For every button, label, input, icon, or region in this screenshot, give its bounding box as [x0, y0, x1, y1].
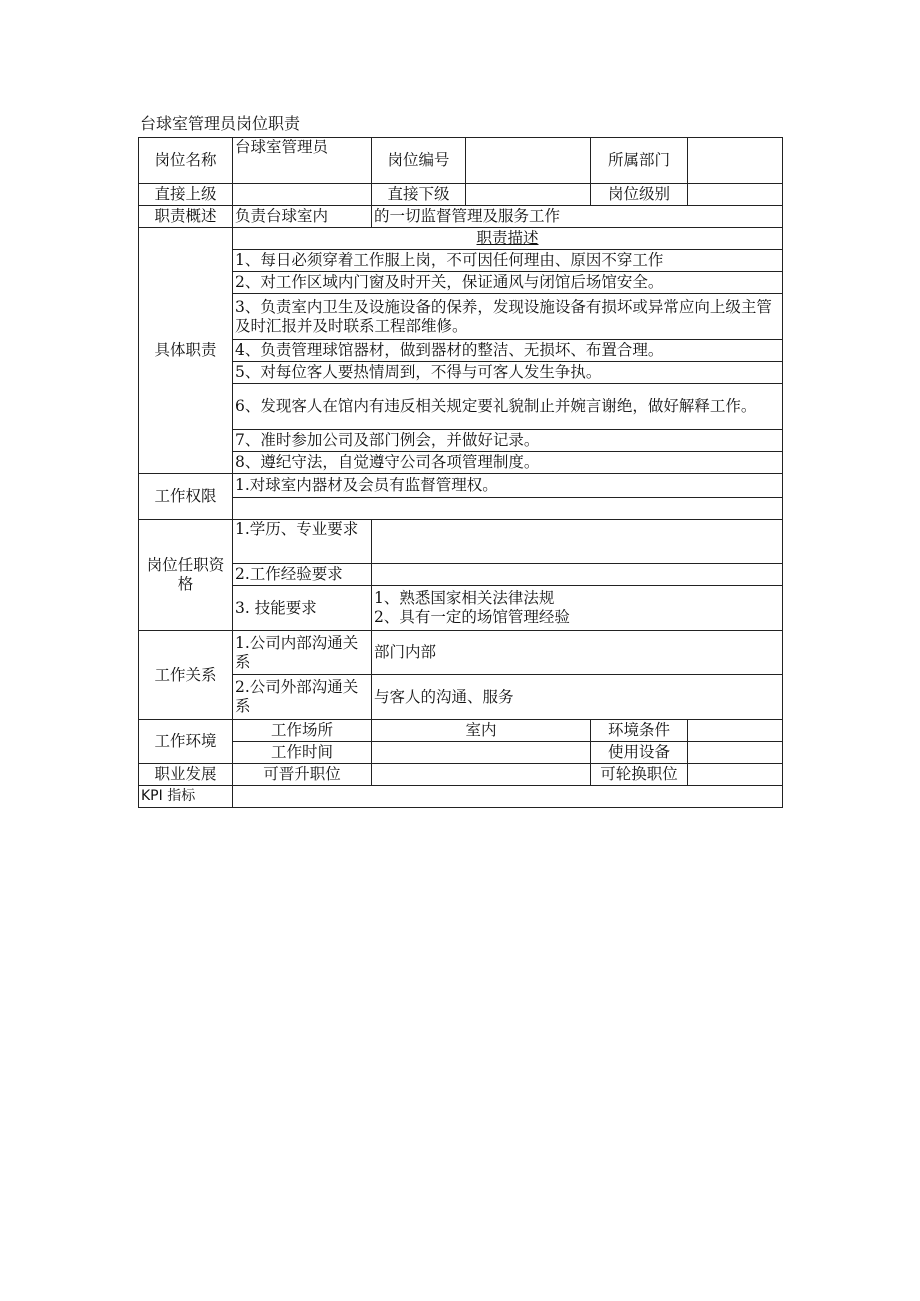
- experience-label: 2.工作经验要求: [233, 564, 372, 586]
- education-value: [372, 520, 783, 564]
- duty-item-3: 3、负责室内卫生及设施设备的保养，发现设施设备有损坏或异常应向上级主管及时汇报并及时联系工程部维修。: [233, 294, 783, 340]
- duty-item: [139, 430, 783, 452]
- relations-external-row: [139, 675, 783, 720]
- promotion-label: 可晋升职位: [233, 764, 372, 786]
- authority-item-2: [233, 498, 783, 520]
- row-basic-info: [139, 138, 783, 184]
- kpi-row: [139, 786, 783, 808]
- duty-item-8: 8、遵纪守法，自觉遵守公司各项管理制度。: [233, 452, 783, 474]
- work-time-value: [372, 742, 591, 764]
- kpi-label: KPI 指标: [139, 786, 233, 808]
- duty-item: [139, 250, 783, 272]
- duty-item: [139, 384, 783, 430]
- internal-relations-value: 部门内部: [372, 631, 783, 675]
- environment-place-row: [139, 720, 783, 742]
- position-name-label: 岗位名称: [139, 138, 233, 184]
- environment-time-row: [139, 742, 783, 764]
- skills-value: [372, 586, 783, 631]
- duties-header: 职责描述: [233, 228, 783, 250]
- environment-condition-label: 环境条件: [591, 720, 688, 742]
- subordinate-value: [466, 184, 591, 206]
- education-label: 1.学历、专业要求: [233, 520, 372, 564]
- job-description-table: [138, 137, 783, 808]
- experience-value: [372, 564, 783, 586]
- equipment-value: [688, 742, 783, 764]
- skills-item-2: 2、具有一定的场馆管理经验: [374, 608, 570, 626]
- superior-label: 直接上级: [139, 184, 233, 206]
- grade-label: 岗位级别: [591, 184, 688, 206]
- authority-item-1: 1.对球室内器材及会员有监督管理权。: [233, 474, 783, 498]
- duty-item: [139, 272, 783, 294]
- work-time-label: 工作时间: [233, 742, 372, 764]
- duty-item-6: 6、发现客人在馆内有违反相关规定要礼貌制止并婉言谢绝，做好解释工作。: [233, 384, 783, 430]
- environment-condition-value: [688, 720, 783, 742]
- internal-relations-label: 1.公司内部沟通关系: [233, 631, 372, 675]
- promotion-value: [372, 764, 591, 786]
- skills-label: 3. 技能要求: [233, 586, 372, 631]
- duty-item-5: 5、对每位客人要热情周到，不得与可客人发生争执。: [233, 362, 783, 384]
- relations-internal-row: [139, 631, 783, 675]
- summary-label: 职责概述: [139, 206, 233, 228]
- duty-item-4: 4、负责管理球馆器材，做到器材的整洁、无损坏、布置合理。: [233, 340, 783, 362]
- row-summary: [139, 206, 783, 228]
- duty-item-2: 2、对工作区域内门窗及时开关，保证通风与闭馆后场馆安全。: [233, 272, 783, 294]
- duty-item: [139, 362, 783, 384]
- qualification-skills-row: [139, 586, 783, 631]
- career-label: 职业发展: [139, 764, 233, 786]
- duty-item: [139, 452, 783, 474]
- position-name-value: 台球室管理员: [233, 138, 372, 184]
- authority-label: 工作权限: [139, 474, 233, 520]
- superior-value: [233, 184, 372, 206]
- work-place-value: 室内: [372, 720, 591, 742]
- qualification-experience-row: [139, 564, 783, 586]
- authority-row: [139, 498, 783, 520]
- subordinate-label: 直接下级: [372, 184, 466, 206]
- external-relations-label: 2.公司外部沟通关系: [233, 675, 372, 720]
- duty-item-7: 7、准时参加公司及部门例会，并做好记录。: [233, 430, 783, 452]
- authority-row: [139, 474, 783, 498]
- qualification-label: 岗位任职资格: [139, 520, 233, 631]
- environment-label: 工作环境: [139, 720, 233, 764]
- work-place-label: 工作场所: [233, 720, 372, 742]
- duty-item: [139, 340, 783, 362]
- summary-text-part1: 负责台球室内: [233, 206, 372, 228]
- qualification-education-row: [139, 520, 783, 564]
- kpi-value: [233, 786, 783, 808]
- rotation-value: [688, 764, 783, 786]
- equipment-label: 使用设备: [591, 742, 688, 764]
- career-row: [139, 764, 783, 786]
- rotation-label: 可轮换职位: [591, 764, 688, 786]
- external-relations-value: 与客人的沟通、服务: [372, 675, 783, 720]
- position-code-label: 岗位编号: [372, 138, 466, 184]
- skills-item-1: 1、熟悉国家相关法律法规: [374, 589, 555, 607]
- summary-text-part2: 的一切监督管理及服务工作: [372, 206, 783, 228]
- position-code-value: [466, 138, 591, 184]
- row-reporting: [139, 184, 783, 206]
- document-title: 台球室管理员岗位职责: [140, 114, 301, 133]
- grade-value: [688, 184, 783, 206]
- duty-item: [139, 294, 783, 340]
- department-label: 所属部门: [591, 138, 688, 184]
- duty-item-1: 1、每日必须穿着工作服上岗，不可因任何理由、原因不穿工作: [233, 250, 783, 272]
- relations-label: 工作关系: [139, 631, 233, 720]
- department-value: [688, 138, 783, 184]
- duties-label: 具体职责: [139, 228, 233, 474]
- duties-header-row: [139, 228, 783, 250]
